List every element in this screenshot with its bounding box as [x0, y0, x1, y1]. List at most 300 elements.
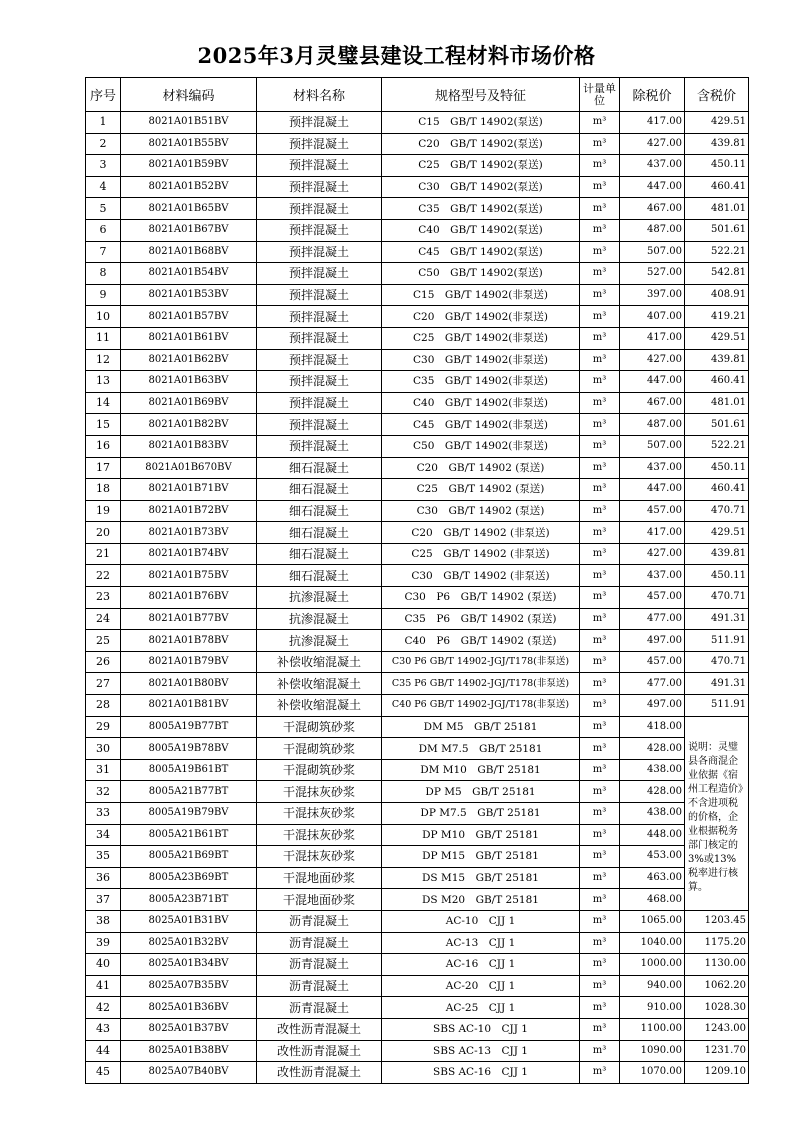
row-name: 改性沥青混凝土 [257, 1062, 382, 1084]
header-spec: 规格型号及特征 [382, 78, 580, 112]
row-unit: m³ [580, 198, 620, 220]
row-name: 沥青混凝土 [257, 997, 382, 1019]
row-spec: C20 GB/T 14902 (泵送) [382, 457, 580, 479]
row-spec: AC-13 CJJ 1 [382, 932, 580, 954]
row-seq: 42 [86, 997, 121, 1019]
row-price-ex: 463.00 [620, 867, 685, 889]
row-unit: m³ [580, 414, 620, 436]
row-unit: m³ [580, 867, 620, 889]
row-seq: 32 [86, 781, 121, 803]
row-price-ex: 468.00 [620, 889, 685, 911]
row-seq: 39 [86, 932, 121, 954]
row-price-ex: 477.00 [620, 673, 685, 695]
row-name: 抗渗混凝土 [257, 630, 382, 652]
row-price-inc: 1130.00 [685, 954, 749, 976]
row-spec: C40 P6 GB/T 14902 (泵送) [382, 630, 580, 652]
row-unit: m³ [580, 695, 620, 717]
table-row [86, 824, 749, 846]
row-code: 8021A01B81BV [121, 695, 257, 717]
row-unit: m³ [580, 479, 620, 501]
row-price-inc: 1062.20 [685, 975, 749, 997]
row-price-inc: 481.01 [685, 198, 749, 220]
row-price-inc: 491.31 [685, 608, 749, 630]
row-code: 8021A01B78BV [121, 630, 257, 652]
row-seq: 31 [86, 759, 121, 781]
row-seq: 8 [86, 263, 121, 285]
row-price-ex: 438.00 [620, 759, 685, 781]
header-seq: 序号 [86, 78, 121, 112]
row-code: 8005A19B79BV [121, 803, 257, 825]
row-spec: C25 GB/T 14902 (非泵送) [382, 543, 580, 565]
row-name: 抗渗混凝土 [257, 587, 382, 609]
table-row [86, 738, 749, 760]
row-spec: DP M5 GB/T 25181 [382, 781, 580, 803]
row-name: 预拌混凝土 [257, 392, 382, 414]
table-row [86, 176, 749, 198]
table-row [86, 457, 749, 479]
row-spec: C25 GB/T 14902(非泵送) [382, 327, 580, 349]
row-unit: m³ [580, 306, 620, 328]
row-spec: C30 GB/T 14902 (泵送) [382, 500, 580, 522]
row-price-inc: 1209.10 [685, 1062, 749, 1084]
row-seq: 45 [86, 1062, 121, 1084]
row-seq: 1 [86, 112, 121, 134]
table-row [86, 932, 749, 954]
table-row [86, 846, 749, 868]
row-name: 预拌混凝土 [257, 263, 382, 285]
row-price-ex: 417.00 [620, 522, 685, 544]
row-seq: 9 [86, 284, 121, 306]
row-price-ex: 437.00 [620, 565, 685, 587]
row-spec: AC-10 CJJ 1 [382, 910, 580, 932]
row-name: 细石混凝土 [257, 479, 382, 501]
row-unit: m³ [580, 522, 620, 544]
row-spec: C35 GB/T 14902(非泵送) [382, 371, 580, 393]
row-spec: DS M15 GB/T 25181 [382, 867, 580, 889]
row-price-inc: 501.61 [685, 414, 749, 436]
row-spec: C15 GB/T 14902(泵送) [382, 112, 580, 134]
table-row [86, 587, 749, 609]
row-spec: DS M20 GB/T 25181 [382, 889, 580, 911]
row-seq: 36 [86, 867, 121, 889]
row-spec: C30 GB/T 14902(非泵送) [382, 349, 580, 371]
row-code: 8021A01B57BV [121, 306, 257, 328]
row-price-ex: 487.00 [620, 219, 685, 241]
table-row [86, 327, 749, 349]
row-seq: 5 [86, 198, 121, 220]
table-row [86, 716, 749, 738]
row-price-inc: 491.31 [685, 673, 749, 695]
header-name: 材料名称 [257, 78, 382, 112]
row-seq: 41 [86, 975, 121, 997]
row-code: 8021A01B72BV [121, 500, 257, 522]
row-spec: C30 GB/T 14902 (非泵送) [382, 565, 580, 587]
row-price-ex: 427.00 [620, 133, 685, 155]
row-code: 8021A01B74BV [121, 543, 257, 565]
row-name: 沥青混凝土 [257, 954, 382, 976]
row-price-ex: 417.00 [620, 327, 685, 349]
row-name: 沥青混凝土 [257, 932, 382, 954]
row-unit: m³ [580, 500, 620, 522]
row-price-ex: 940.00 [620, 975, 685, 997]
row-price-inc: 450.11 [685, 565, 749, 587]
row-code: 8005A23B71BT [121, 889, 257, 911]
header-price-ex: 除税价 [620, 78, 685, 112]
row-name: 细石混凝土 [257, 565, 382, 587]
row-seq: 18 [86, 479, 121, 501]
table-row [86, 263, 749, 285]
table-row [86, 910, 749, 932]
row-spec: C25 GB/T 14902 (泵送) [382, 479, 580, 501]
row-unit: m³ [580, 803, 620, 825]
row-price-inc: 542.81 [685, 263, 749, 285]
row-price-ex: 1000.00 [620, 954, 685, 976]
table-row [86, 414, 749, 436]
row-code: 8025A01B31BV [121, 910, 257, 932]
row-unit: m³ [580, 284, 620, 306]
row-price-inc: 501.61 [685, 219, 749, 241]
row-code: 8021A01B71BV [121, 479, 257, 501]
row-price-inc: 439.81 [685, 349, 749, 371]
row-name: 预拌混凝土 [257, 176, 382, 198]
table-row [86, 889, 749, 911]
row-seq: 19 [86, 500, 121, 522]
row-code: 8021A01B76BV [121, 587, 257, 609]
table-row [86, 759, 749, 781]
row-price-ex: 437.00 [620, 457, 685, 479]
price-table [85, 77, 749, 1084]
row-name: 预拌混凝土 [257, 435, 382, 457]
table-row [86, 803, 749, 825]
row-seq: 40 [86, 954, 121, 976]
table-row [86, 349, 749, 371]
row-seq: 25 [86, 630, 121, 652]
row-price-ex: 428.00 [620, 738, 685, 760]
row-code: 8021A01B80BV [121, 673, 257, 695]
row-unit: m³ [580, 889, 620, 911]
row-unit: m³ [580, 824, 620, 846]
row-price-ex: 910.00 [620, 997, 685, 1019]
header-row [86, 78, 749, 112]
table-row [86, 565, 749, 587]
row-price-ex: 1090.00 [620, 1040, 685, 1062]
row-spec: C45 GB/T 14902(泵送) [382, 241, 580, 263]
row-code: 8021A01B670BV [121, 457, 257, 479]
row-code: 8021A01B73BV [121, 522, 257, 544]
row-price-ex: 447.00 [620, 371, 685, 393]
row-price-inc: 511.91 [685, 630, 749, 652]
row-code: 8021A01B54BV [121, 263, 257, 285]
row-unit: m³ [580, 155, 620, 177]
row-seq: 6 [86, 219, 121, 241]
row-unit: m³ [580, 1018, 620, 1040]
row-seq: 13 [86, 371, 121, 393]
table-row [86, 500, 749, 522]
row-price-inc: 470.71 [685, 651, 749, 673]
row-code: 8021A01B79BV [121, 651, 257, 673]
row-price-ex: 467.00 [620, 198, 685, 220]
row-price-inc: 429.51 [685, 327, 749, 349]
row-price-inc: 460.41 [685, 176, 749, 198]
table-row [86, 651, 749, 673]
row-seq: 16 [86, 435, 121, 457]
row-name: 补偿收缩混凝土 [257, 673, 382, 695]
row-code: 8021A01B61BV [121, 327, 257, 349]
table-row [86, 112, 749, 134]
row-price-inc: 450.11 [685, 155, 749, 177]
row-price-ex: 457.00 [620, 651, 685, 673]
row-name: 预拌混凝土 [257, 112, 382, 134]
row-price-ex: 397.00 [620, 284, 685, 306]
row-price-inc: 460.41 [685, 371, 749, 393]
row-name: 干混地面砂浆 [257, 889, 382, 911]
row-seq: 27 [86, 673, 121, 695]
table-row [86, 954, 749, 976]
row-name: 细石混凝土 [257, 457, 382, 479]
row-price-ex: 448.00 [620, 824, 685, 846]
row-seq: 17 [86, 457, 121, 479]
row-spec: C20 GB/T 14902(泵送) [382, 133, 580, 155]
row-price-inc: 1028.30 [685, 997, 749, 1019]
table-row [86, 630, 749, 652]
row-unit: m³ [580, 1062, 620, 1084]
table-row [86, 543, 749, 565]
row-code: 8025A07B40BV [121, 1062, 257, 1084]
row-price-inc: 429.51 [685, 112, 749, 134]
table-row [86, 1018, 749, 1040]
row-seq: 35 [86, 846, 121, 868]
row-name: 干混抹灰砂浆 [257, 824, 382, 846]
row-seq: 7 [86, 241, 121, 263]
row-spec: DM M10 GB/T 25181 [382, 759, 580, 781]
row-code: 8021A01B68BV [121, 241, 257, 263]
row-price-ex: 497.00 [620, 695, 685, 717]
row-price-ex: 427.00 [620, 349, 685, 371]
row-name: 沥青混凝土 [257, 910, 382, 932]
row-name: 预拌混凝土 [257, 414, 382, 436]
row-unit: m³ [580, 651, 620, 673]
row-price-inc: 511.91 [685, 695, 749, 717]
row-name: 预拌混凝土 [257, 198, 382, 220]
table-row [86, 371, 749, 393]
row-price-ex: 1070.00 [620, 1062, 685, 1084]
row-unit: m³ [580, 112, 620, 134]
row-code: 8021A01B59BV [121, 155, 257, 177]
row-name: 预拌混凝土 [257, 241, 382, 263]
row-price-ex: 418.00 [620, 716, 685, 738]
row-unit: m³ [580, 371, 620, 393]
row-price-inc: 1175.20 [685, 932, 749, 954]
row-seq: 23 [86, 587, 121, 609]
row-spec: C35 GB/T 14902(泵送) [382, 198, 580, 220]
row-seq: 29 [86, 716, 121, 738]
table-row [86, 1040, 749, 1062]
row-price-inc: 439.81 [685, 543, 749, 565]
row-name: 细石混凝土 [257, 543, 382, 565]
row-spec: C20 GB/T 14902(非泵送) [382, 306, 580, 328]
row-price-inc: 481.01 [685, 392, 749, 414]
row-name: 干混地面砂浆 [257, 867, 382, 889]
row-price-ex: 457.00 [620, 500, 685, 522]
row-name: 改性沥青混凝土 [257, 1018, 382, 1040]
row-code: 8021A01B82BV [121, 414, 257, 436]
row-unit: m³ [580, 543, 620, 565]
row-name: 干混抹灰砂浆 [257, 803, 382, 825]
table-row [86, 673, 749, 695]
row-code: 8021A01B77BV [121, 608, 257, 630]
row-price-ex: 437.00 [620, 155, 685, 177]
table-row [86, 219, 749, 241]
row-seq: 43 [86, 1018, 121, 1040]
row-code: 8021A01B67BV [121, 219, 257, 241]
row-name: 抗渗混凝土 [257, 608, 382, 630]
row-price-inc: 460.41 [685, 479, 749, 501]
table-row [86, 133, 749, 155]
row-price-inc: 450.11 [685, 457, 749, 479]
row-seq: 22 [86, 565, 121, 587]
row-seq: 2 [86, 133, 121, 155]
row-price-ex: 507.00 [620, 241, 685, 263]
row-seq: 30 [86, 738, 121, 760]
row-code: 8005A21B69BT [121, 846, 257, 868]
row-unit: m³ [580, 133, 620, 155]
row-name: 预拌混凝土 [257, 371, 382, 393]
row-unit: m³ [580, 997, 620, 1019]
row-seq: 11 [86, 327, 121, 349]
row-price-ex: 447.00 [620, 479, 685, 501]
table-row [86, 241, 749, 263]
row-seq: 20 [86, 522, 121, 544]
row-code: 8021A01B52BV [121, 176, 257, 198]
row-spec: C30 GB/T 14902(泵送) [382, 176, 580, 198]
row-unit: m³ [580, 846, 620, 868]
row-name: 干混砌筑砂浆 [257, 716, 382, 738]
row-spec: C45 GB/T 14902(非泵送) [382, 414, 580, 436]
row-seq: 15 [86, 414, 121, 436]
row-seq: 3 [86, 155, 121, 177]
row-seq: 34 [86, 824, 121, 846]
row-seq: 4 [86, 176, 121, 198]
row-name: 细石混凝土 [257, 522, 382, 544]
row-price-inc: 1231.70 [685, 1040, 749, 1062]
row-seq: 33 [86, 803, 121, 825]
row-spec: SBS AC-10 CJJ 1 [382, 1018, 580, 1040]
row-price-ex: 487.00 [620, 414, 685, 436]
row-name: 细石混凝土 [257, 500, 382, 522]
row-spec: C40 GB/T 14902(泵送) [382, 219, 580, 241]
row-name: 预拌混凝土 [257, 133, 382, 155]
row-code: 8025A01B37BV [121, 1018, 257, 1040]
row-price-ex: 467.00 [620, 392, 685, 414]
row-code: 8005A19B61BT [121, 759, 257, 781]
table-row [86, 306, 749, 328]
row-unit: m³ [580, 954, 620, 976]
row-unit: m³ [580, 759, 620, 781]
row-name: 预拌混凝土 [257, 306, 382, 328]
row-spec: C20 GB/T 14902 (非泵送) [382, 522, 580, 544]
row-spec: C35 P6 GB/T 14902-JGJ/T178(非泵送) [382, 673, 580, 695]
row-unit: m³ [580, 565, 620, 587]
row-code: 8021A01B65BV [121, 198, 257, 220]
row-unit: m³ [580, 1040, 620, 1062]
table-row [86, 1062, 749, 1084]
row-spec: C50 GB/T 14902(泵送) [382, 263, 580, 285]
row-unit: m³ [580, 327, 620, 349]
row-price-ex: 438.00 [620, 803, 685, 825]
row-name: 预拌混凝土 [257, 219, 382, 241]
row-code: 8005A21B61BT [121, 824, 257, 846]
table-row [86, 997, 749, 1019]
row-spec: C35 P6 GB/T 14902 (泵送) [382, 608, 580, 630]
row-unit: m³ [580, 587, 620, 609]
row-unit: m³ [580, 435, 620, 457]
tax-note: 说明：灵璧县各商混企业依据《宿州工程造价》不含进项税的价格，企业根据税务部门核定的3%或13%税率进行核算。 [685, 716, 749, 910]
row-seq: 26 [86, 651, 121, 673]
row-price-ex: 427.00 [620, 543, 685, 565]
row-name: 干混抹灰砂浆 [257, 781, 382, 803]
row-name: 干混砌筑砂浆 [257, 759, 382, 781]
row-price-ex: 527.00 [620, 263, 685, 285]
row-name: 补偿收缩混凝土 [257, 651, 382, 673]
row-code: 8021A01B62BV [121, 349, 257, 371]
row-unit: m³ [580, 910, 620, 932]
row-code: 8025A07B35BV [121, 975, 257, 997]
row-spec: C15 GB/T 14902(非泵送) [382, 284, 580, 306]
row-seq: 10 [86, 306, 121, 328]
row-spec: AC-20 CJJ 1 [382, 975, 580, 997]
row-code: 8005A19B78BV [121, 738, 257, 760]
table-row [86, 522, 749, 544]
row-price-ex: 453.00 [620, 846, 685, 868]
row-unit: m³ [580, 392, 620, 414]
row-code: 8025A01B38BV [121, 1040, 257, 1062]
row-seq: 12 [86, 349, 121, 371]
table-body [86, 112, 749, 1084]
row-spec: AC-25 CJJ 1 [382, 997, 580, 1019]
row-code: 8021A01B55BV [121, 133, 257, 155]
table-row [86, 155, 749, 177]
row-spec: C30 P6 GB/T 14902 (泵送) [382, 587, 580, 609]
row-code: 8021A01B69BV [121, 392, 257, 414]
row-seq: 14 [86, 392, 121, 414]
row-seq: 24 [86, 608, 121, 630]
row-price-inc: 470.71 [685, 500, 749, 522]
header-unit: 计量单位 [580, 78, 620, 112]
row-price-ex: 407.00 [620, 306, 685, 328]
row-price-ex: 507.00 [620, 435, 685, 457]
table-row [86, 608, 749, 630]
row-unit: m³ [580, 349, 620, 371]
row-spec: SBS AC-13 CJJ 1 [382, 1040, 580, 1062]
row-name: 改性沥青混凝土 [257, 1040, 382, 1062]
row-price-ex: 1100.00 [620, 1018, 685, 1040]
row-seq: 37 [86, 889, 121, 911]
row-price-ex: 428.00 [620, 781, 685, 803]
row-name: 补偿收缩混凝土 [257, 695, 382, 717]
row-name: 预拌混凝土 [257, 155, 382, 177]
row-spec: C40 GB/T 14902(非泵送) [382, 392, 580, 414]
row-price-ex: 477.00 [620, 608, 685, 630]
table-row [86, 284, 749, 306]
row-code: 8025A01B36BV [121, 997, 257, 1019]
row-seq: 28 [86, 695, 121, 717]
row-name: 预拌混凝土 [257, 284, 382, 306]
row-unit: m³ [580, 219, 620, 241]
table-row [86, 867, 749, 889]
row-unit: m³ [580, 738, 620, 760]
row-code: 8025A01B34BV [121, 954, 257, 976]
row-name: 干混砌筑砂浆 [257, 738, 382, 760]
